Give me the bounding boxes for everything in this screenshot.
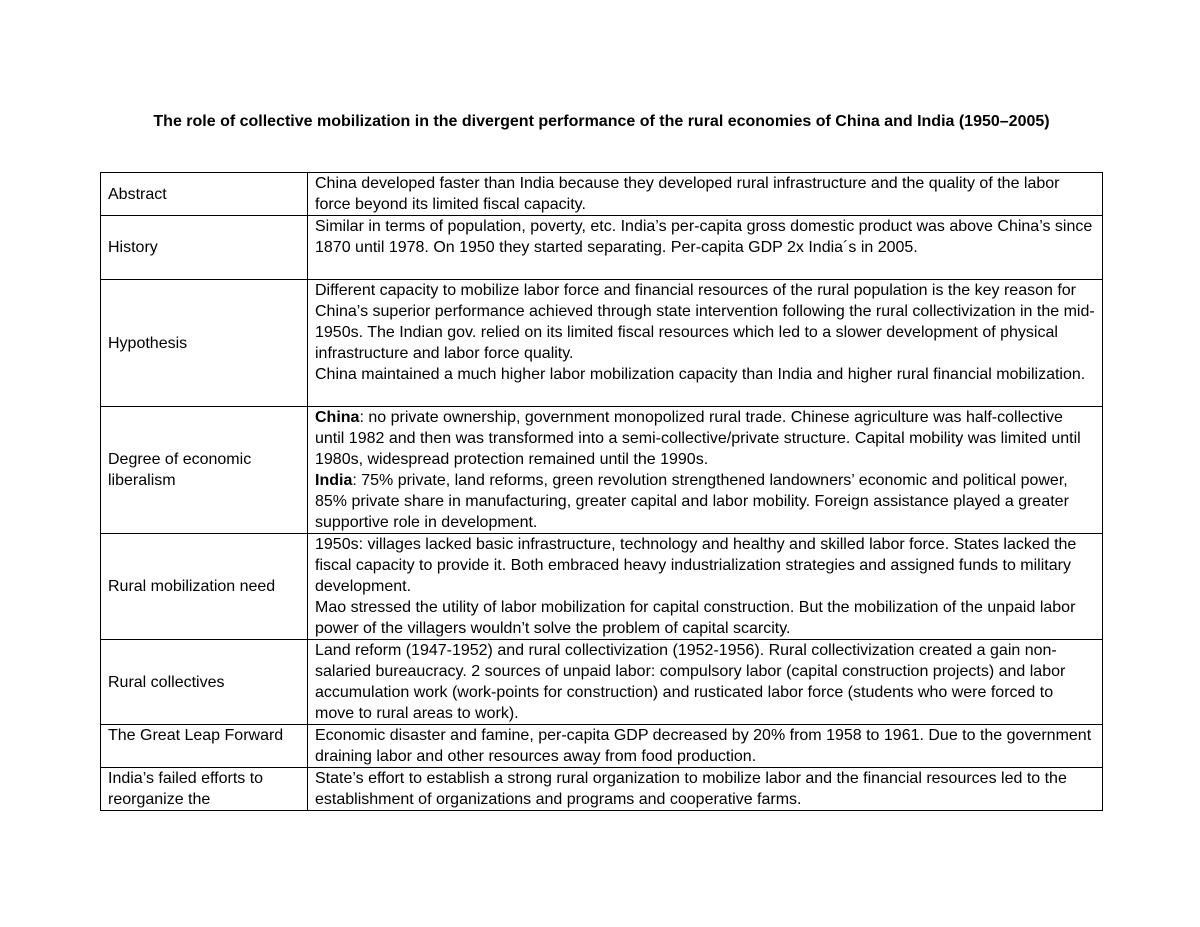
table-row-great-leap-forward: [101, 725, 1103, 768]
china-text: : no private ownership, government monopolized rural trade. Chinese agriculture was half-collective until 1982 and then was transformed into a semi-collective/private structure. Capital mobility was limited until 1980s, widespread protection remained until the 1990s.: [315, 409, 1081, 468]
summary-table: [100, 172, 1103, 811]
row-label-rural-mobilization-need: Rural mobilization need: [101, 534, 308, 640]
row-label-abstract: Abstract: [101, 173, 308, 216]
row-content-rural-mobilization-need: [308, 534, 1103, 640]
table-row-economic-liberalism: [101, 407, 1103, 534]
china-lead: China: [315, 409, 360, 426]
mobilization-paragraph-2: Mao stressed the utility of labor mobilization for capital construction. But the mobilization of the unpaid labor power of the villagers wouldn’t solve the problem of capital scarcity.: [315, 599, 1076, 637]
india-text: : 75% private, land reforms, green revolution strengthened landowners’ economic and political power, 85% private share in manufacturing, greater capital and labor mobility. Foreign assistance played a greater supportive role in development.: [315, 472, 1069, 531]
table-row-hypothesis: [101, 280, 1103, 407]
row-label-economic-liberalism: Degree of economic liberalism: [101, 407, 308, 534]
row-content-hypothesis: [308, 280, 1103, 407]
row-label-india-failed-efforts: India’s failed efforts to reorganize the: [101, 768, 308, 811]
table-row-rural-mobilization-need: [101, 534, 1103, 640]
row-label-history: History: [101, 216, 308, 280]
row-label-great-leap-forward: The Great Leap Forward: [101, 725, 308, 768]
china-paragraph: [315, 407, 1096, 470]
hypothesis-paragraph-2: China maintained a much higher labor mobilization capacity than India and higher rural financial mobilization.: [315, 366, 1086, 383]
india-paragraph: [315, 470, 1096, 533]
hypothesis-paragraph-1: Different capacity to mobilize labor force and financial resources of the rural population is the key reason for China’s superior performance achieved through state intervention following the rural collectivization in the mid-1950s. The Indian gov. relied on its limited fiscal resources which led to a slower development of physical infrastructure and labor force quality.: [315, 282, 1095, 362]
row-label-rural-collectives: Rural collectives: [101, 640, 308, 725]
document-title: The role of collective mobilization in the divergent performance of the rural economies of China and India (1950–2005): [153, 113, 1050, 130]
table-row-rural-collectives: [101, 640, 1103, 725]
india-lead: India: [315, 472, 353, 489]
row-content-india-failed-efforts: State’s effort to establish a strong rural organization to mobilize labor and the financial resources led to the establishment of organizations and programs and cooperative farms.: [308, 768, 1103, 811]
row-content-rural-collectives: Land reform (1947-1952) and rural collectivization (1952-1956). Rural collectivization created a gain non-salaried bureaucracy. 2 sources of unpaid labor: compulsory labor (capital construction projects) and labor accumulation work (work-points for construction) and rusticated labor force (students who were forced to move to rural areas to work).: [308, 640, 1103, 725]
table-row-india-failed-efforts: [101, 768, 1103, 811]
row-content-history: Similar in terms of population, poverty, etc. India’s per-capita gross domestic product was above China’s since 1870 until 1978. On 1950 they started separating. Per-capita GDP 2x India´s in 2005.: [308, 216, 1103, 280]
table-row-history: [101, 216, 1103, 280]
row-content-abstract: China developed faster than India because they developed rural infrastructure and the quality of the labor force beyond its limited fiscal capacity.: [308, 173, 1103, 216]
mobilization-paragraph-1: 1950s: villages lacked basic infrastructure, technology and healthy and skilled labor force. States lacked the fiscal capacity to provide it. Both embraced heavy industrialization strategies and assigned funds to military development.: [315, 536, 1077, 595]
row-content-economic-liberalism: [308, 407, 1103, 534]
row-label-hypothesis: Hypothesis: [101, 280, 308, 407]
table-row-abstract: [101, 173, 1103, 216]
row-content-great-leap-forward: Economic disaster and famine, per-capita GDP decreased by 20% from 1958 to 1961. Due to the government draining labor and other resources away from food production.: [308, 725, 1103, 768]
